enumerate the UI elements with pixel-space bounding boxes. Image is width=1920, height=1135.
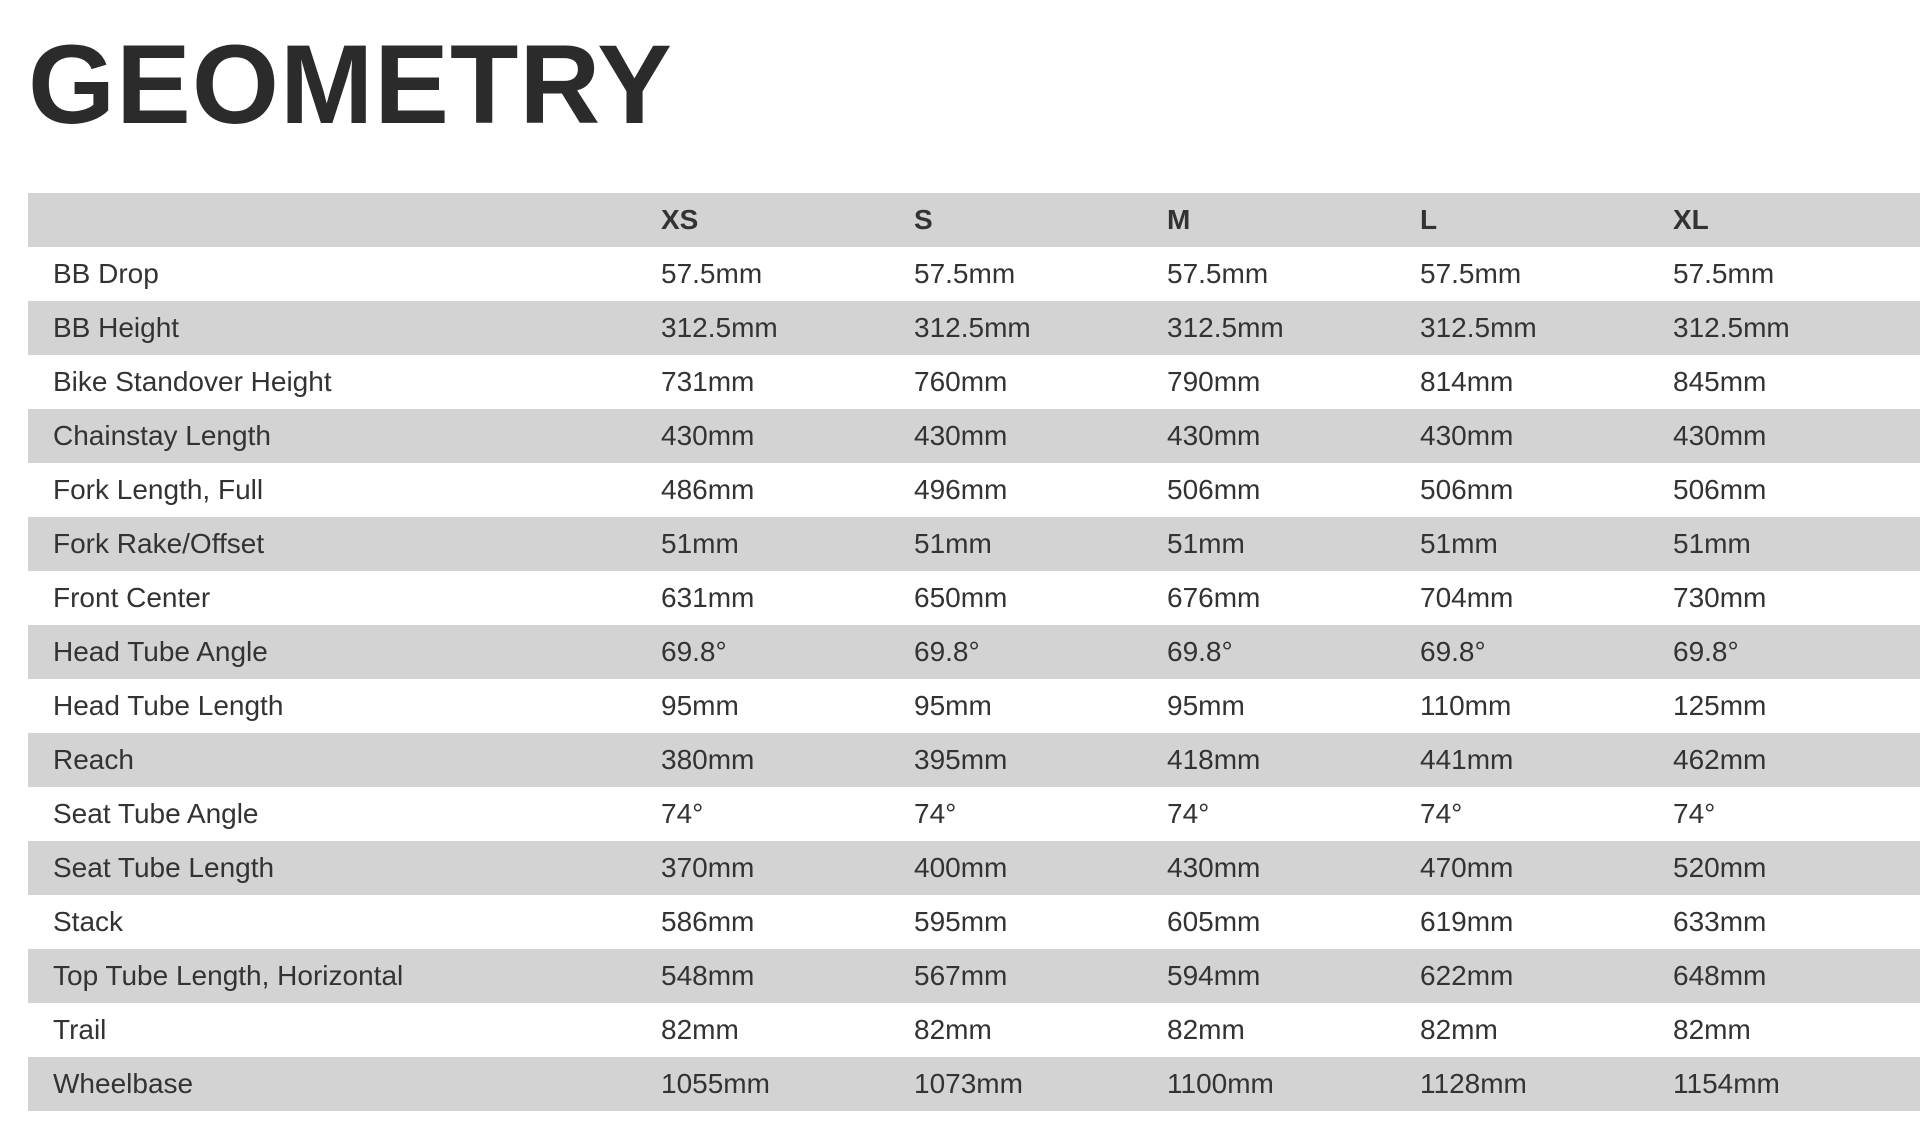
value-cell: 1100mm [1167, 1068, 1274, 1099]
row-label: Head Tube Angle [53, 636, 268, 667]
value-cell: 790mm [1167, 366, 1261, 397]
row-label: Seat Tube Angle [53, 798, 259, 829]
value-cell: 430mm [914, 420, 1008, 451]
value-cell: 69.8° [1167, 636, 1233, 667]
value-cell: 1073mm [914, 1068, 1023, 1099]
value-cell: 731mm [661, 366, 755, 397]
value-cell: 312.5mm [1420, 312, 1537, 343]
row-label: Trail [53, 1014, 107, 1045]
row-label: Reach [53, 744, 134, 775]
value-cell: 631mm [661, 582, 755, 613]
header-cell-size: S [914, 204, 933, 235]
value-cell: 57.5mm [661, 258, 763, 289]
table-row [28, 247, 1920, 301]
value-cell: 605mm [1167, 906, 1261, 937]
value-cell: 74° [661, 798, 704, 829]
value-cell: 82mm [914, 1014, 992, 1045]
value-cell: 74° [1673, 798, 1716, 829]
row-label: BB Drop [53, 258, 159, 289]
value-cell: 95mm [914, 690, 992, 721]
row-label: Fork Length, Full [53, 474, 264, 505]
value-cell: 57.5mm [1167, 258, 1269, 289]
value-cell: 400mm [914, 852, 1008, 883]
row-label: Wheelbase [53, 1068, 194, 1099]
table-row [28, 841, 1920, 895]
value-cell: 730mm [1673, 582, 1767, 613]
table-row [28, 733, 1920, 787]
value-cell: 380mm [661, 744, 755, 775]
value-cell: 595mm [914, 906, 1008, 937]
header-cell-size: XL [1673, 204, 1709, 235]
value-cell: 676mm [1167, 582, 1261, 613]
row-label: BB Height [53, 312, 180, 343]
value-cell: 430mm [1673, 420, 1767, 451]
value-cell: 395mm [914, 744, 1008, 775]
value-cell: 51mm [1673, 528, 1751, 559]
geometry-table [28, 193, 1920, 1111]
value-cell: 619mm [1420, 906, 1514, 937]
value-cell: 1154mm [1673, 1068, 1780, 1099]
value-cell: 95mm [1167, 690, 1245, 721]
table-row [28, 1003, 1920, 1057]
table-row [28, 355, 1920, 409]
value-cell: 704mm [1420, 582, 1514, 613]
value-cell: 69.8° [914, 636, 980, 667]
value-cell: 845mm [1673, 366, 1767, 397]
value-cell: 74° [1167, 798, 1210, 829]
value-cell: 567mm [914, 960, 1008, 991]
table-row [28, 301, 1920, 355]
table-row [28, 571, 1920, 625]
table-row [28, 517, 1920, 571]
row-label: Bike Standover Height [53, 366, 332, 397]
table-row [28, 679, 1920, 733]
value-cell: 312.5mm [914, 312, 1031, 343]
value-cell: 1055mm [661, 1068, 770, 1099]
value-cell: 430mm [1167, 852, 1261, 883]
value-cell: 74° [914, 798, 957, 829]
row-label: Seat Tube Length [53, 852, 275, 883]
value-cell: 650mm [914, 582, 1008, 613]
value-cell: 430mm [1420, 420, 1514, 451]
value-cell: 370mm [661, 852, 755, 883]
table-row [28, 1057, 1920, 1111]
value-cell: 51mm [1420, 528, 1498, 559]
table-row [28, 949, 1920, 1003]
value-cell: 1128mm [1420, 1068, 1527, 1099]
value-cell: 57.5mm [1420, 258, 1522, 289]
value-cell: 648mm [1673, 960, 1767, 991]
value-cell: 520mm [1673, 852, 1767, 883]
value-cell: 441mm [1420, 744, 1514, 775]
value-cell: 69.8° [1420, 636, 1486, 667]
value-cell: 312.5mm [661, 312, 778, 343]
table-row [28, 625, 1920, 679]
value-cell: 622mm [1420, 960, 1514, 991]
row-label: Top Tube Length, Horizontal [53, 960, 404, 991]
value-cell: 418mm [1167, 744, 1261, 775]
row-label: Fork Rake/Offset [53, 528, 265, 559]
table-row [28, 787, 1920, 841]
value-cell: 506mm [1673, 474, 1767, 505]
page-title: GEOMETRY [28, 22, 673, 147]
value-cell: 486mm [661, 474, 755, 505]
value-cell: 51mm [914, 528, 992, 559]
header-cell-empty [28, 193, 661, 247]
value-cell: 760mm [914, 366, 1008, 397]
value-cell: 548mm [661, 960, 755, 991]
value-cell: 633mm [1673, 906, 1767, 937]
value-cell: 462mm [1673, 744, 1767, 775]
row-label: Stack [53, 906, 124, 937]
value-cell: 586mm [661, 906, 755, 937]
header-cell-size: L [1420, 204, 1438, 235]
value-cell: 312.5mm [1673, 312, 1790, 343]
value-cell: 430mm [661, 420, 755, 451]
value-cell: 95mm [661, 690, 739, 721]
value-cell: 69.8° [661, 636, 727, 667]
value-cell: 51mm [1167, 528, 1245, 559]
value-cell: 51mm [661, 528, 739, 559]
value-cell: 110mm [1420, 690, 1512, 721]
value-cell: 506mm [1167, 474, 1261, 505]
value-cell: 82mm [1673, 1014, 1751, 1045]
value-cell: 506mm [1420, 474, 1514, 505]
value-cell: 496mm [914, 474, 1008, 505]
value-cell: 82mm [661, 1014, 739, 1045]
header-cell-size: XS [661, 204, 699, 235]
value-cell: 594mm [1167, 960, 1261, 991]
value-cell: 57.5mm [1673, 258, 1775, 289]
value-cell: 430mm [1167, 420, 1261, 451]
value-cell: 470mm [1420, 852, 1514, 883]
value-cell: 69.8° [1673, 636, 1739, 667]
header-cell-size: M [1167, 204, 1191, 235]
row-label: Chainstay Length [53, 420, 271, 451]
table-row [28, 895, 1920, 949]
value-cell: 57.5mm [914, 258, 1016, 289]
table-body [28, 247, 1920, 1111]
value-cell: 82mm [1167, 1014, 1245, 1045]
table-header-row [28, 193, 1920, 247]
row-label: Front Center [53, 582, 211, 613]
row-label: Head Tube Length [53, 690, 284, 721]
table-row [28, 463, 1920, 517]
table-row [28, 409, 1920, 463]
value-cell: 125mm [1673, 690, 1767, 721]
value-cell: 74° [1420, 798, 1463, 829]
value-cell: 312.5mm [1167, 312, 1284, 343]
value-cell: 814mm [1420, 366, 1514, 397]
value-cell: 82mm [1420, 1014, 1498, 1045]
